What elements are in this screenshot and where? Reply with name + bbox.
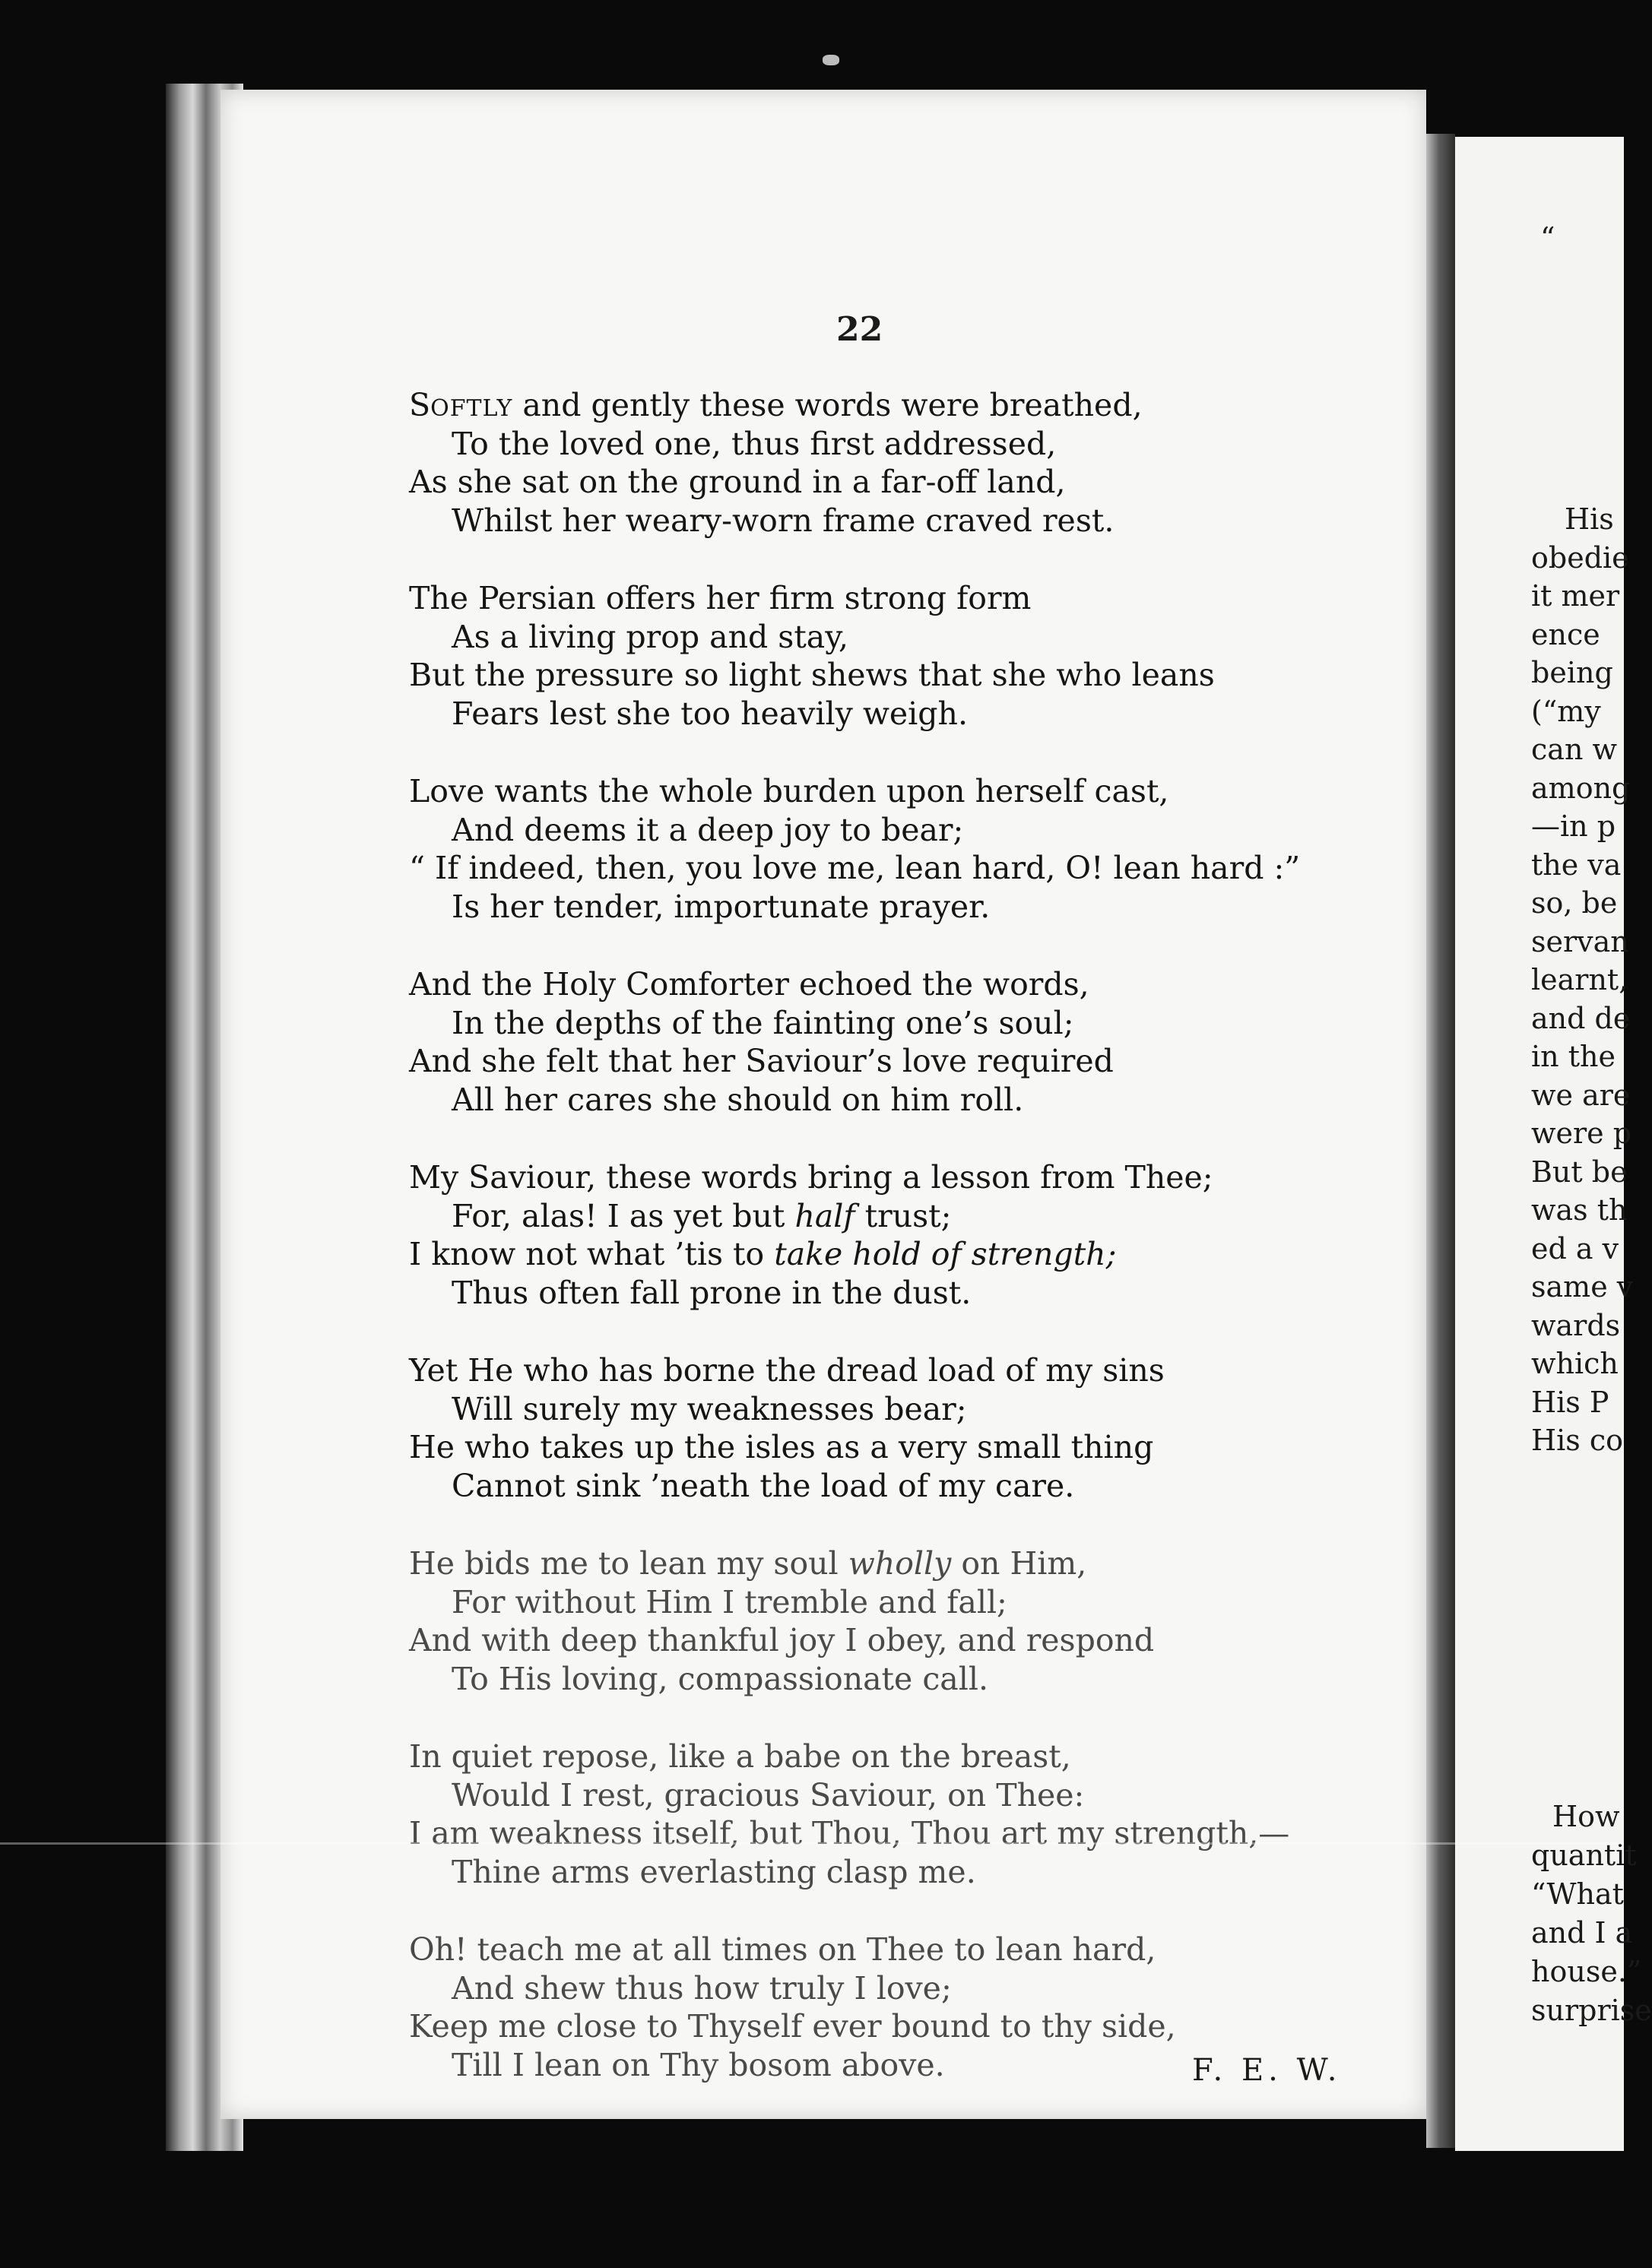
facing-page-line: in the — [1531, 1040, 1616, 1073]
facing-page-line: learnt, — [1531, 963, 1628, 996]
book-gutter — [1426, 134, 1455, 2148]
facing-page-line: can w — [1531, 733, 1618, 766]
page-number: 22 — [836, 310, 883, 349]
smallcaps-word: OFTLY — [430, 395, 513, 422]
poem-line: And with deep thankful joy I obey, and respond — [409, 1622, 1155, 1658]
facing-page-line: we are — [1531, 1078, 1631, 1112]
poem — [409, 386, 1397, 2124]
poem-line: Cannot sink ’neath the load of my care. — [452, 1467, 1075, 1504]
facing-page-line: quantit — [1531, 1839, 1637, 1872]
facing-page-line: among — [1531, 771, 1631, 805]
line-text: and gently these words were breathed, — [512, 387, 1143, 423]
poem-line: As she sat on the ground in a far-off land, — [409, 464, 1066, 500]
poem-line — [409, 1544, 1397, 1583]
facing-page-line: the va — [1531, 847, 1622, 882]
poem-line: And shew thus how truly I love; — [452, 1969, 952, 2007]
facing-page-line: His P — [1531, 1385, 1609, 1419]
facing-page-line: His co — [1531, 1424, 1624, 1457]
facing-page-line: servan — [1531, 924, 1629, 958]
facing-page-line: How — [1552, 1800, 1620, 1833]
poem-line: And the Holy Comforter echoed the words, — [409, 966, 1089, 1003]
poem-line: Thus often fall prone in the dust. — [452, 1274, 972, 1311]
stanza — [409, 1158, 1397, 1312]
stanza — [409, 1737, 1397, 1891]
stanza — [409, 1351, 1397, 1505]
italic-text: half — [794, 1197, 855, 1234]
poem-line: I am weakness itself, but Thou, Thou art my strength,— — [409, 1815, 1290, 1851]
line-text: For, alas! I as yet but — [452, 1197, 795, 1234]
poem-line: The Persian offers her firm strong form — [409, 580, 1032, 616]
facing-page-line: obedie — [1531, 540, 1629, 575]
poem-line — [409, 1235, 1397, 1274]
poem-line: Fears lest she too heavily weigh. — [452, 695, 968, 732]
poem-line — [409, 1197, 1397, 1236]
facing-page-line: same v — [1531, 1270, 1634, 1303]
italic-text: wholly — [848, 1545, 952, 1582]
poem-line: Love wants the whole burden upon herself cast, — [409, 773, 1169, 809]
poem-line: Would I rest, gracious Saviour, on Thee: — [452, 1776, 1085, 1813]
facing-page-line: being — [1531, 656, 1613, 689]
line-text: I know not what ’tis to — [409, 1236, 775, 1272]
facing-page-line: was th — [1531, 1193, 1628, 1227]
facing-page-line: and de — [1531, 1001, 1631, 1035]
facing-page-line: so, be — [1531, 886, 1618, 920]
facing-page-line: ed a v — [1531, 1231, 1619, 1265]
facing-page-line: surprise — [1531, 1994, 1652, 2027]
stanza — [409, 965, 1397, 1119]
facing-page-line: But be — [1531, 1155, 1628, 1189]
poem-line: He who takes up the isles as a very small thing — [409, 1429, 1154, 1465]
line-text: on Him, — [951, 1545, 1087, 1582]
poem-signature: F. E. W. — [1192, 2053, 1342, 2088]
facing-page-line: —in p — [1531, 809, 1616, 843]
facing-page-line: wards — [1531, 1308, 1621, 1342]
poem-line: And she felt that her Saviour’s love required — [409, 1043, 1114, 1079]
stanza — [409, 772, 1397, 926]
facing-page-line: (“my — [1531, 694, 1601, 728]
poem-line: In the depths of the fainting one’s soul; — [452, 1004, 1074, 1041]
right-page — [1455, 137, 1652, 2151]
scan-speck — [823, 55, 839, 65]
stanza — [409, 579, 1397, 733]
facing-page-line: “What — [1531, 1877, 1624, 1911]
poem-line: To His loving, compassionate call. — [452, 1660, 988, 1697]
poem-line: Yet He who has borne the dread load of my sins — [409, 1352, 1165, 1389]
facing-page-line: it mer — [1531, 579, 1620, 613]
poem-line: Thine arms everlasting clasp me. — [452, 1853, 976, 1890]
stanza — [409, 386, 1397, 540]
drop-initial: S — [409, 387, 431, 423]
poem-line: To the loved one, thus first addressed, — [452, 425, 1057, 462]
poem-line: For without Him I tremble and fall; — [452, 1583, 1007, 1620]
scan-artifact-line — [0, 1842, 1624, 1845]
line-text: He bids me to lean my soul — [409, 1545, 848, 1582]
poem-line: Till I lean on Thy bosom above. — [452, 2046, 945, 2083]
facing-page-line: and I a — [1531, 1916, 1633, 1950]
poem-line: In quiet repose, like a babe on the breast, — [409, 1738, 1071, 1775]
poem-line: As a living prop and stay, — [452, 618, 848, 655]
poem-line: Keep me close to Thyself ever bound to thy side, — [409, 2008, 1176, 2045]
poem-line: Is her tender, importunate prayer. — [452, 888, 991, 925]
stanza — [409, 1544, 1397, 1698]
facing-page-line: house.” — [1531, 1955, 1642, 1988]
facing-page-quote-mark: “ — [1540, 221, 1555, 255]
facing-page-line: His — [1565, 502, 1614, 536]
poem-line: My Saviour, these words bring a lesson from Thee; — [409, 1159, 1213, 1196]
facing-page-line: ence — [1531, 617, 1600, 651]
italic-text: take hold of strength; — [774, 1236, 1117, 1272]
poem-line: Will surely my weaknesses bear; — [452, 1390, 967, 1427]
facing-page-line: which — [1531, 1347, 1619, 1380]
poem-line: All her cares she should on him roll. — [452, 1081, 1024, 1118]
poem-line: But the pressure so light shews that she who leans — [409, 657, 1215, 693]
poem-line — [409, 386, 1397, 425]
line-text: trust; — [855, 1197, 952, 1234]
facing-page-line: were p — [1531, 1117, 1632, 1150]
poem-line: And deems it a deep joy to bear; — [452, 811, 964, 848]
poem-line: Oh! teach me at all times on Thee to lean hard, — [409, 1931, 1156, 1968]
poem-line: Whilst her weary-worn frame craved rest. — [452, 502, 1115, 539]
poem-line: “ If indeed, then, you love me, lean hard, O! lean hard :” — [409, 850, 1301, 886]
